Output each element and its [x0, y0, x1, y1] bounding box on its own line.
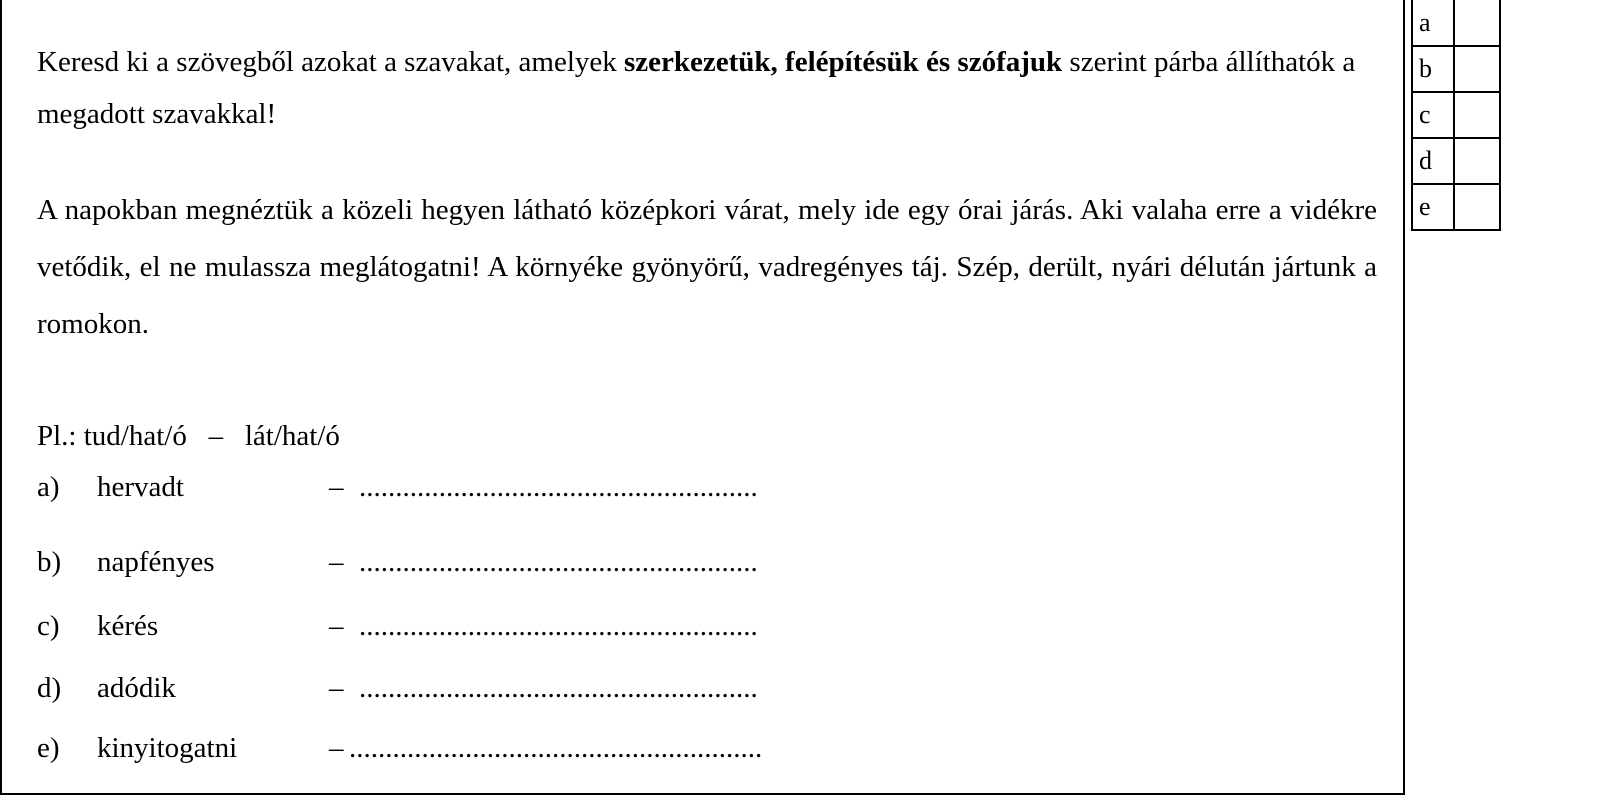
score-row-e	[1412, 184, 1500, 230]
score-box[interactable]	[1454, 0, 1500, 46]
item-letter: c)	[37, 610, 60, 642]
answer-blank[interactable]: .......................................................	[359, 471, 758, 503]
score-grid	[1411, 0, 1501, 231]
answer-blank[interactable]: .......................................................	[359, 610, 758, 642]
score-label: d	[1412, 138, 1454, 184]
dash: –	[329, 732, 344, 764]
given-word: adódik	[97, 672, 176, 704]
score-label: e	[1412, 184, 1454, 230]
item-letter: a)	[37, 471, 60, 503]
score-box[interactable]	[1454, 138, 1500, 184]
score-label: b	[1412, 46, 1454, 92]
score-box[interactable]	[1454, 46, 1500, 92]
answer-blank[interactable]: .......................................................	[359, 672, 758, 704]
score-row-b	[1412, 46, 1500, 92]
reading-passage: A napokban megnéztük a közeli hegyen látható középkori várat, mely ide egy órai járás. Aki valaha erre a vidékre vetődik, el ne mulassza meglátogatni! A környéke gyönyörű, vadregényes táj. Szép, derült, nyári délután jártunk a romokon.	[37, 194, 1377, 340]
instruction-post: szerint párba állíthatók a megadott szavakkal!	[37, 46, 1356, 130]
dash: –	[329, 471, 344, 503]
score-row-a	[1412, 0, 1500, 46]
item-letter: e)	[37, 732, 60, 764]
given-word: napfényes	[97, 546, 215, 578]
given-word: kérés	[97, 610, 159, 642]
example-line: Pl.: tud/hat/ó – lát/hat/ó	[37, 420, 340, 452]
instruction-bold: szerkezetük, felépítésük és szófajuk	[624, 46, 1063, 78]
score-label: a	[1412, 0, 1454, 46]
score-row-d	[1412, 138, 1500, 184]
dash: –	[329, 610, 344, 642]
score-box[interactable]	[1454, 184, 1500, 230]
item-letter: d)	[37, 672, 62, 704]
item-letter: b)	[37, 546, 62, 578]
score-label: c	[1412, 92, 1454, 138]
score-row-c	[1412, 92, 1500, 138]
given-word: kinyitogatni	[97, 732, 238, 764]
score-box[interactable]	[1454, 92, 1500, 138]
instruction-text	[37, 36, 1377, 140]
answer-blank[interactable]: .......................................................	[359, 546, 758, 578]
answer-blank[interactable]: .........................................................	[349, 732, 763, 764]
given-word: hervadt	[97, 471, 184, 503]
instruction-pre: Keresd ki a szövegből azokat a szavakat, amelyek	[37, 46, 624, 78]
dash: –	[329, 546, 344, 578]
dash: –	[329, 672, 344, 704]
